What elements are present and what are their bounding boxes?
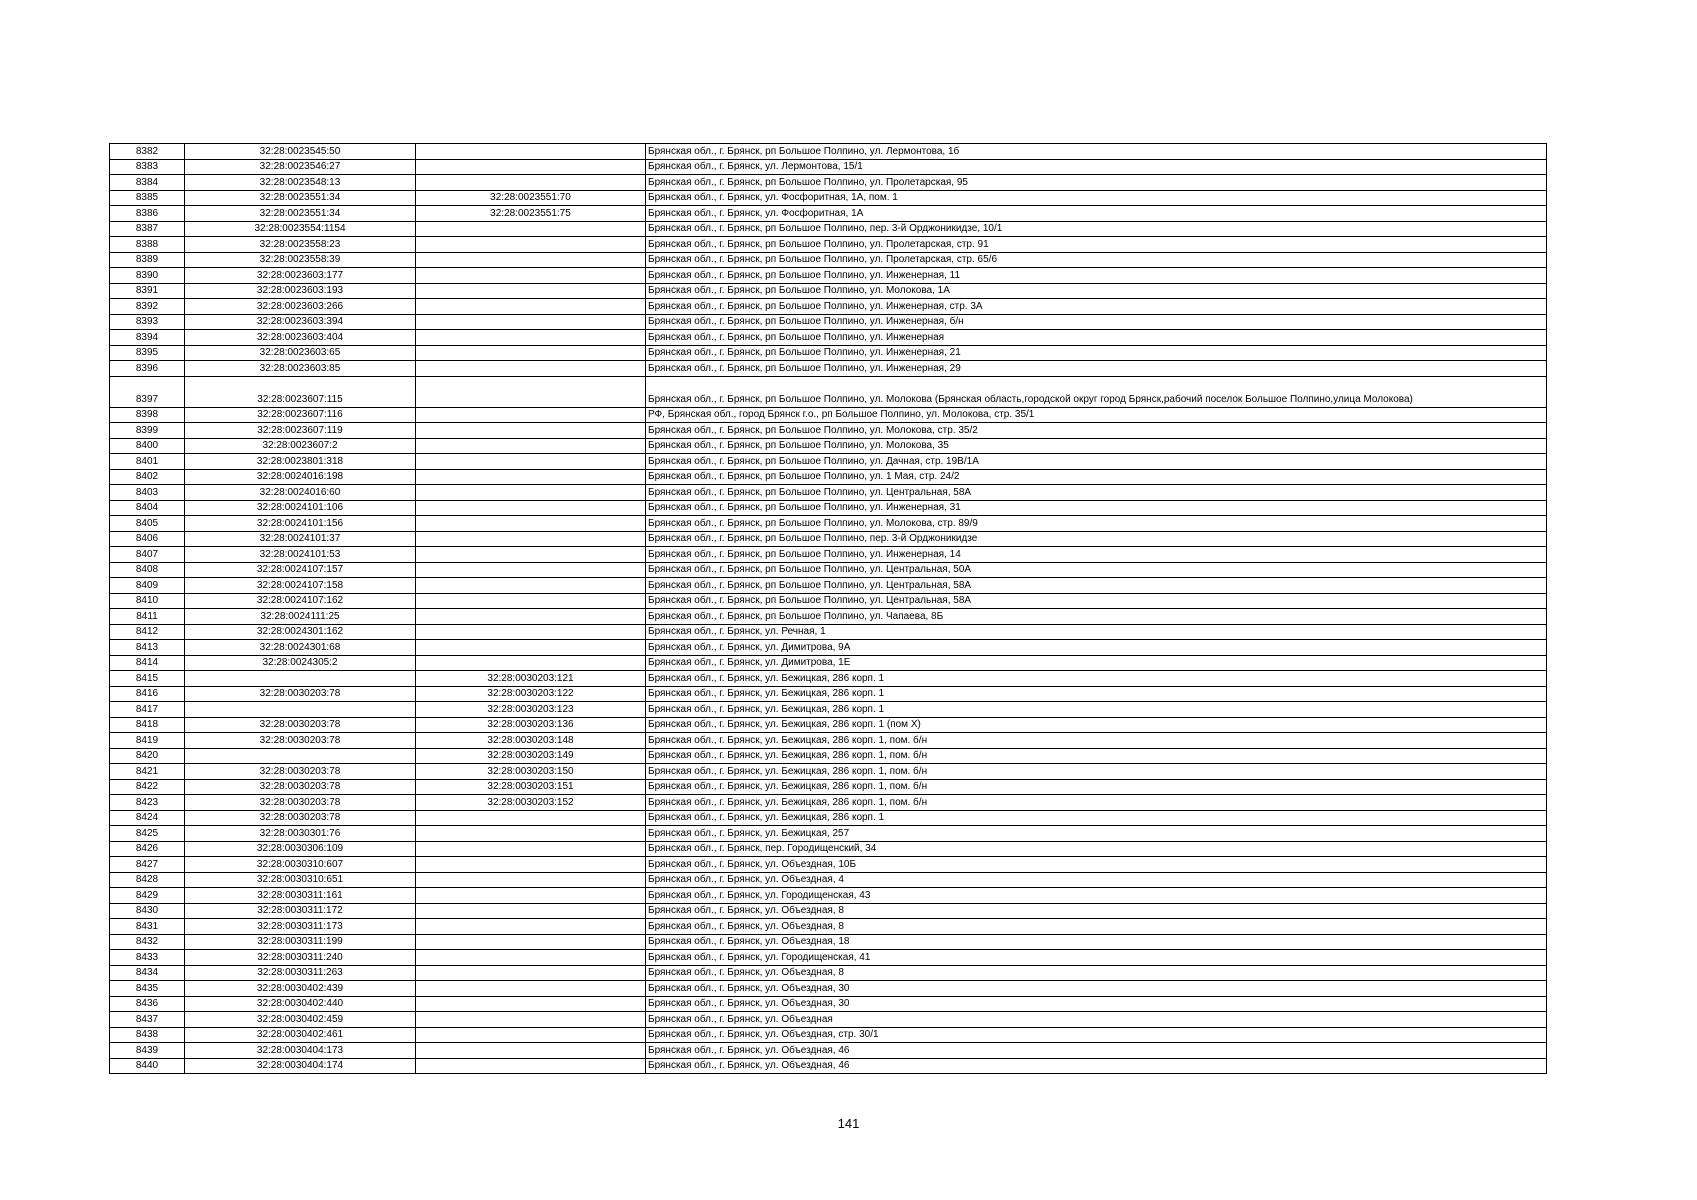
table-row (110, 1027, 1547, 1043)
premises-cadastral-number-cell (416, 888, 646, 904)
cadastral-number-cell: 32:28:0024101:53 (185, 547, 416, 563)
row-number-cell: 8408 (110, 562, 185, 578)
cadastral-number-cell: 32:28:0024016:60 (185, 485, 416, 501)
cadastral-number-cell: 32:28:0023603:85 (185, 361, 416, 377)
table-row (110, 438, 1547, 454)
table-row (110, 764, 1547, 780)
cadastral-number-cell: 32:28:0030310:607 (185, 857, 416, 873)
cadastral-number-cell: 32:28:0030311:263 (185, 965, 416, 981)
table-row (110, 531, 1547, 547)
cadastral-number-cell: 32:28:0024305:2 (185, 655, 416, 671)
table-row (110, 268, 1547, 284)
address-cell: Брянская обл., г. Брянск, рп Большое Полпино, ул. Центральная, 58А (646, 578, 1547, 594)
cadastral-number-cell (185, 748, 416, 764)
row-number-cell: 8425 (110, 826, 185, 842)
premises-cadastral-number-cell (416, 857, 646, 873)
address-cell: Брянская обл., г. Брянск, ул. Бежицкая, 286 корп. 1 (646, 671, 1547, 687)
cadastral-number-cell: 32:28:0024111:25 (185, 609, 416, 625)
table-row (110, 407, 1547, 423)
row-number-cell: 8402 (110, 469, 185, 485)
address-cell: Брянская обл., г. Брянск, рп Большое Полпино, ул. Молокова (Брянская область,городской округ город Брянск,рабочий поселок Большое Полпино,улица Молокова) (646, 376, 1547, 407)
cadastral-number-cell: 32:28:0030306:109 (185, 841, 416, 857)
address-cell: Брянская обл., г. Брянск, ул. Городищенская, 43 (646, 888, 1547, 904)
table-row (110, 1012, 1547, 1028)
row-number-cell: 8412 (110, 624, 185, 640)
address-cell: Брянская обл., г. Брянск, рп Большое Полпино, ул. Пролетарская, стр. 65/6 (646, 252, 1547, 268)
table-row (110, 733, 1547, 749)
premises-cadastral-number-cell (416, 237, 646, 253)
table-row (110, 857, 1547, 873)
address-cell: Брянская обл., г. Брянск, ул. Димитрова, 9А (646, 640, 1547, 656)
cadastral-number-cell (185, 671, 416, 687)
address-cell: Брянская обл., г. Брянск, ул. Объездная, 46 (646, 1043, 1547, 1059)
row-number-cell: 8387 (110, 221, 185, 237)
table-row (110, 624, 1547, 640)
table-row (110, 1058, 1547, 1074)
premises-cadastral-number-cell (416, 345, 646, 361)
premises-cadastral-number-cell (416, 981, 646, 997)
address-cell: Брянская обл., г. Брянск, рп Большое Полпино, ул. Дачная, стр. 19В/1А (646, 454, 1547, 470)
address-cell: Брянская обл., г. Брянск, рп Большое Полпино, ул. Инженерная, 11 (646, 268, 1547, 284)
row-number-cell: 8413 (110, 640, 185, 656)
row-number-cell: 8404 (110, 500, 185, 516)
table-row (110, 190, 1547, 206)
address-cell: Брянская обл., г. Брянск, рп Большое Полпино, ул. Лермонтова, 1б (646, 144, 1547, 160)
address-cell: Брянская обл., г. Брянск, рп Большое Полпино, ул. Молокова, стр. 89/9 (646, 516, 1547, 532)
cadastral-number-cell: 32:28:0030203:78 (185, 717, 416, 733)
cadastral-number-cell: 32:28:0030203:78 (185, 779, 416, 795)
row-number-cell: 8414 (110, 655, 185, 671)
table-row (110, 996, 1547, 1012)
table-row (110, 779, 1547, 795)
cadastral-number-cell: 32:28:0023607:2 (185, 438, 416, 454)
cadastral-number-cell: 32:28:0023548:13 (185, 175, 416, 191)
address-cell: Брянская обл., г. Брянск, рп Большое Полпино, ул. Инженерная (646, 330, 1547, 346)
row-number-cell: 8388 (110, 237, 185, 253)
table-row (110, 702, 1547, 718)
premises-cadastral-number-cell (416, 407, 646, 423)
table-row (110, 500, 1547, 516)
address-cell: Брянская обл., г. Брянск, рп Большое Полпино, ул. Центральная, 58А (646, 485, 1547, 501)
table-row (110, 686, 1547, 702)
row-number-cell: 8436 (110, 996, 185, 1012)
cadastral-number-cell: 32:28:0023554:1154 (185, 221, 416, 237)
cadastral-number-cell: 32:28:0030311:199 (185, 934, 416, 950)
premises-cadastral-number-cell (416, 640, 646, 656)
address-cell: Брянская обл., г. Брянск, ул. Бежицкая, 286 корп. 1, пом. б/н (646, 764, 1547, 780)
row-number-cell: 8415 (110, 671, 185, 687)
address-cell: Брянская обл., г. Брянск, ул. Объездная, 18 (646, 934, 1547, 950)
address-cell: Брянская обл., г. Брянск, рп Большое Полпино, ул. Молокова, стр. 35/2 (646, 423, 1547, 439)
premises-cadastral-number-cell (416, 578, 646, 594)
row-number-cell: 8411 (110, 609, 185, 625)
premises-cadastral-number-cell: 32:28:0023551:70 (416, 190, 646, 206)
cadastral-number-cell: 32:28:0024301:68 (185, 640, 416, 656)
address-cell: Брянская обл., г. Брянск, ул. Объездная, 4 (646, 872, 1547, 888)
premises-cadastral-number-cell: 32:28:0030203:136 (416, 717, 646, 733)
address-cell: Брянская обл., г. Брянск, рп Большое Полпино, ул. Центральная, 58А (646, 593, 1547, 609)
premises-cadastral-number-cell (416, 361, 646, 377)
premises-cadastral-number-cell (416, 423, 646, 439)
row-number-cell: 8431 (110, 919, 185, 935)
cadastral-number-cell: 32:28:0023607:116 (185, 407, 416, 423)
row-number-cell: 8409 (110, 578, 185, 594)
premises-cadastral-number-cell (416, 609, 646, 625)
table-row (110, 965, 1547, 981)
table-row (110, 593, 1547, 609)
table-row (110, 810, 1547, 826)
row-number-cell: 8390 (110, 268, 185, 284)
table-row (110, 159, 1547, 175)
row-number-cell: 8427 (110, 857, 185, 873)
cadastral-number-cell: 32:28:0023558:23 (185, 237, 416, 253)
cadastral-number-cell: 32:28:0030311:240 (185, 950, 416, 966)
cadastral-number-cell: 32:28:0030404:174 (185, 1058, 416, 1074)
address-cell: Брянская обл., г. Брянск, рп Большое Полпино, ул. Пролетарская, 95 (646, 175, 1547, 191)
premises-cadastral-number-cell (416, 283, 646, 299)
row-number-cell: 8384 (110, 175, 185, 191)
address-cell: Брянская обл., г. Брянск, рп Большое Полпино, пер. 3-й Орджоникидзе (646, 531, 1547, 547)
premises-cadastral-number-cell (416, 655, 646, 671)
table-row (110, 671, 1547, 687)
address-cell: Брянская обл., г. Брянск, ул. Бежицкая, 286 корп. 1, пом. б/н (646, 779, 1547, 795)
premises-cadastral-number-cell (416, 547, 646, 563)
row-number-cell: 8386 (110, 206, 185, 222)
cadastral-number-cell: 32:28:0030402:440 (185, 996, 416, 1012)
address-cell: Брянская обл., г. Брянск, ул. Объездная, 30 (646, 981, 1547, 997)
row-number-cell: 8410 (110, 593, 185, 609)
table-row (110, 252, 1547, 268)
cadastral-number-cell: 32:28:0024101:37 (185, 531, 416, 547)
table-row (110, 903, 1547, 919)
table-row (110, 237, 1547, 253)
table-body (110, 144, 1547, 1074)
address-cell: Брянская обл., г. Брянск, ул. Бежицкая, 286 корп. 1 (пом X) (646, 717, 1547, 733)
property-register-table-wrapper (109, 143, 1546, 1074)
row-number-cell: 8400 (110, 438, 185, 454)
address-cell: Брянская обл., г. Брянск, ул. Объездная, 8 (646, 965, 1547, 981)
cadastral-number-cell: 32:28:0024101:156 (185, 516, 416, 532)
premises-cadastral-number-cell (416, 159, 646, 175)
page-number: 141 (837, 1116, 860, 1131)
premises-cadastral-number-cell (416, 934, 646, 950)
row-number-cell: 8440 (110, 1058, 185, 1074)
table-row (110, 547, 1547, 563)
address-cell: Брянская обл., г. Брянск, ул. Бежицкая, 286 корп. 1 (646, 702, 1547, 718)
row-number-cell: 8435 (110, 981, 185, 997)
premises-cadastral-number-cell: 32:28:0030203:121 (416, 671, 646, 687)
address-cell: Брянская обл., г. Брянск, ул. Объездная, стр. 30/1 (646, 1027, 1547, 1043)
cadastral-number-cell: 32:28:0023603:266 (185, 299, 416, 315)
address-cell: РФ, Брянская обл., город Брянск г.о., рп Большое Полпино, ул. Молокова, стр. 35/1 (646, 407, 1547, 423)
address-cell: Брянская обл., г. Брянск, ул. Лермонтова, 15/1 (646, 159, 1547, 175)
row-number-cell: 8399 (110, 423, 185, 439)
row-number-cell: 8424 (110, 810, 185, 826)
premises-cadastral-number-cell (416, 500, 646, 516)
row-number-cell: 8405 (110, 516, 185, 532)
table-row (110, 376, 1547, 407)
address-cell: Брянская обл., г. Брянск, рп Большое Полпино, ул. Чапаева, 8Б (646, 609, 1547, 625)
table-row (110, 361, 1547, 377)
address-cell: Брянская обл., г. Брянск, ул. Объездная, 30 (646, 996, 1547, 1012)
address-cell: Брянская обл., г. Брянск, ул. Бежицкая, 286 корп. 1, пом. б/н (646, 795, 1547, 811)
table-row (110, 578, 1547, 594)
row-number-cell: 8393 (110, 314, 185, 330)
cadastral-number-cell: 32:28:0030203:78 (185, 795, 416, 811)
cadastral-number-cell: 32:28:0030311:172 (185, 903, 416, 919)
table-row (110, 795, 1547, 811)
cadastral-number-cell: 32:28:0030203:78 (185, 764, 416, 780)
address-cell: Брянская обл., г. Брянск, рп Большое Полпино, ул. Молокова, 1А (646, 283, 1547, 299)
row-number-cell: 8418 (110, 717, 185, 733)
table-row (110, 283, 1547, 299)
row-number-cell: 8391 (110, 283, 185, 299)
premises-cadastral-number-cell (416, 1058, 646, 1074)
cadastral-number-cell: 32:28:0030301:76 (185, 826, 416, 842)
cadastral-number-cell: 32:28:0023603:177 (185, 268, 416, 284)
table-row (110, 609, 1547, 625)
address-cell: Брянская обл., г. Брянск, ул. Бежицкая, 286 корп. 1, пом. б/н (646, 733, 1547, 749)
address-cell: Брянская обл., г. Брянск, рп Большое Полпино, ул. Инженерная, б/н (646, 314, 1547, 330)
row-number-cell: 8429 (110, 888, 185, 904)
property-register-table (109, 143, 1547, 1074)
row-number-cell: 8383 (110, 159, 185, 175)
cadastral-number-cell: 32:28:0023551:34 (185, 206, 416, 222)
row-number-cell: 8437 (110, 1012, 185, 1028)
address-cell: Брянская обл., г. Брянск, рп Большое Полпино, пер. 3-й Орджоникидзе, 10/1 (646, 221, 1547, 237)
row-number-cell: 8420 (110, 748, 185, 764)
address-cell: Брянская обл., г. Брянск, ул. Фосфоритная, 1А (646, 206, 1547, 222)
address-cell: Брянская обл., г. Брянск, ул. Бежицкая, 257 (646, 826, 1547, 842)
cadastral-number-cell: 32:28:0024101:106 (185, 500, 416, 516)
premises-cadastral-number-cell (416, 996, 646, 1012)
cadastral-number-cell: 32:28:0023603:394 (185, 314, 416, 330)
premises-cadastral-number-cell (416, 593, 646, 609)
table-row (110, 655, 1547, 671)
table-row (110, 888, 1547, 904)
address-cell: Брянская обл., г. Брянск, ул. Объездная, 8 (646, 903, 1547, 919)
address-cell: Брянская обл., г. Брянск, рп Большое Полпино, ул. Молокова, 35 (646, 438, 1547, 454)
premises-cadastral-number-cell (416, 903, 646, 919)
premises-cadastral-number-cell: 32:28:0030203:122 (416, 686, 646, 702)
cadastral-number-cell: 32:28:0030402:461 (185, 1027, 416, 1043)
table-row (110, 485, 1547, 501)
row-number-cell: 8396 (110, 361, 185, 377)
row-number-cell: 8403 (110, 485, 185, 501)
row-number-cell: 8434 (110, 965, 185, 981)
row-number-cell: 8385 (110, 190, 185, 206)
row-number-cell: 8382 (110, 144, 185, 160)
premises-cadastral-number-cell (416, 299, 646, 315)
cadastral-number-cell: 32:28:0030311:173 (185, 919, 416, 935)
premises-cadastral-number-cell (416, 144, 646, 160)
address-cell: Брянская обл., г. Брянск, ул. Объездная, 8 (646, 919, 1547, 935)
premises-cadastral-number-cell (416, 252, 646, 268)
premises-cadastral-number-cell (416, 1043, 646, 1059)
row-number-cell: 8423 (110, 795, 185, 811)
address-cell: Брянская обл., г. Брянск, ул. Объездная, 10Б (646, 857, 1547, 873)
cadastral-number-cell: 32:28:0030311:161 (185, 888, 416, 904)
cadastral-number-cell: 32:28:0023607:119 (185, 423, 416, 439)
premises-cadastral-number-cell: 32:28:0030203:123 (416, 702, 646, 718)
table-row (110, 934, 1547, 950)
table-row (110, 872, 1547, 888)
address-cell: Брянская обл., г. Брянск, рп Большое Полпино, ул. Инженерная, 14 (646, 547, 1547, 563)
cadastral-number-cell: 32:28:0023551:34 (185, 190, 416, 206)
cadastral-number-cell: 32:28:0030404:173 (185, 1043, 416, 1059)
premises-cadastral-number-cell (416, 841, 646, 857)
premises-cadastral-number-cell (416, 175, 646, 191)
row-number-cell: 8406 (110, 531, 185, 547)
premises-cadastral-number-cell (416, 919, 646, 935)
table-row (110, 314, 1547, 330)
address-cell: Брянская обл., г. Брянск, ул. Объездная (646, 1012, 1547, 1028)
address-cell: Брянская обл., г. Брянск, ул. Бежицкая, 286 корп. 1 (646, 686, 1547, 702)
address-cell: Брянская обл., г. Брянск, рп Большое Полпино, ул. Инженерная, стр. 3А (646, 299, 1547, 315)
cadastral-number-cell: 32:28:0023545:50 (185, 144, 416, 160)
premises-cadastral-number-cell (416, 950, 646, 966)
address-cell: Брянская обл., г. Брянск, ул. Фосфоритная, 1А, пом. 1 (646, 190, 1547, 206)
cadastral-number-cell (185, 702, 416, 718)
table-row (110, 1043, 1547, 1059)
cadastral-number-cell: 32:28:0030203:78 (185, 686, 416, 702)
address-cell: Брянская обл., г. Брянск, ул. Городищенская, 41 (646, 950, 1547, 966)
premises-cadastral-number-cell (416, 516, 646, 532)
table-row (110, 454, 1547, 470)
cadastral-number-cell: 32:28:0030402:439 (185, 981, 416, 997)
cadastral-number-cell: 32:28:0030310:651 (185, 872, 416, 888)
premises-cadastral-number-cell: 32:28:0030203:149 (416, 748, 646, 764)
row-number-cell: 8426 (110, 841, 185, 857)
table-row (110, 221, 1547, 237)
premises-cadastral-number-cell (416, 1012, 646, 1028)
cadastral-number-cell: 32:28:0024301:162 (185, 624, 416, 640)
address-cell: Брянская обл., г. Брянск, рп Большое Полпино, ул. Инженерная, 29 (646, 361, 1547, 377)
row-number-cell: 8433 (110, 950, 185, 966)
row-number-cell: 8401 (110, 454, 185, 470)
premises-cadastral-number-cell (416, 872, 646, 888)
cadastral-number-cell: 32:28:0024107:157 (185, 562, 416, 578)
premises-cadastral-number-cell (416, 454, 646, 470)
table-row (110, 299, 1547, 315)
table-row (110, 826, 1547, 842)
row-number-cell: 8430 (110, 903, 185, 919)
row-number-cell: 8428 (110, 872, 185, 888)
premises-cadastral-number-cell (416, 221, 646, 237)
cadastral-number-cell: 32:28:0030402:459 (185, 1012, 416, 1028)
premises-cadastral-number-cell (416, 485, 646, 501)
address-cell: Брянская обл., г. Брянск, ул. Димитрова, 1Е (646, 655, 1547, 671)
table-row (110, 981, 1547, 997)
table-row (110, 950, 1547, 966)
address-cell: Брянская обл., г. Брянск, рп Большое Полпино, ул. Пролетарская, стр. 91 (646, 237, 1547, 253)
row-number-cell: 8392 (110, 299, 185, 315)
cadastral-number-cell: 32:28:0023801:318 (185, 454, 416, 470)
cadastral-number-cell: 32:28:0024107:158 (185, 578, 416, 594)
premises-cadastral-number-cell: 32:28:0023551:75 (416, 206, 646, 222)
table-row (110, 841, 1547, 857)
table-row (110, 423, 1547, 439)
address-cell: Брянская обл., г. Брянск, пер. Городищенский, 34 (646, 841, 1547, 857)
table-row (110, 919, 1547, 935)
cadastral-number-cell: 32:28:0023607:115 (185, 376, 416, 407)
premises-cadastral-number-cell (416, 314, 646, 330)
cadastral-number-cell: 32:28:0030203:78 (185, 810, 416, 826)
table-row (110, 562, 1547, 578)
table-row (110, 717, 1547, 733)
row-number-cell: 8398 (110, 407, 185, 423)
premises-cadastral-number-cell (416, 469, 646, 485)
row-number-cell: 8422 (110, 779, 185, 795)
premises-cadastral-number-cell (416, 965, 646, 981)
premises-cadastral-number-cell: 32:28:0030203:152 (416, 795, 646, 811)
address-cell: Брянская обл., г. Брянск, рп Большое Полпино, ул. Инженерная, 31 (646, 500, 1547, 516)
cadastral-number-cell: 32:28:0023546:27 (185, 159, 416, 175)
address-cell: Брянская обл., г. Брянск, ул. Речная, 1 (646, 624, 1547, 640)
row-number-cell: 8395 (110, 345, 185, 361)
cadastral-number-cell: 32:28:0023603:65 (185, 345, 416, 361)
address-cell: Брянская обл., г. Брянск, рп Большое Полпино, ул. Центральная, 50А (646, 562, 1547, 578)
cadastral-number-cell: 32:28:0024107:162 (185, 593, 416, 609)
premises-cadastral-number-cell (416, 1027, 646, 1043)
premises-cadastral-number-cell (416, 810, 646, 826)
premises-cadastral-number-cell (416, 562, 646, 578)
table-row (110, 330, 1547, 346)
cadastral-number-cell: 32:28:0023558:39 (185, 252, 416, 268)
row-number-cell: 8432 (110, 934, 185, 950)
row-number-cell: 8407 (110, 547, 185, 563)
table-row (110, 748, 1547, 764)
cadastral-number-cell: 32:28:0023603:404 (185, 330, 416, 346)
cadastral-number-cell: 32:28:0024016:198 (185, 469, 416, 485)
address-cell: Брянская обл., г. Брянск, рп Большое Полпино, ул. 1 Мая, стр. 24/2 (646, 469, 1547, 485)
row-number-cell: 8394 (110, 330, 185, 346)
table-row (110, 516, 1547, 532)
table-row (110, 345, 1547, 361)
row-number-cell: 8421 (110, 764, 185, 780)
table-row (110, 469, 1547, 485)
row-number-cell: 8439 (110, 1043, 185, 1059)
premises-cadastral-number-cell (416, 531, 646, 547)
address-cell: Брянская обл., г. Брянск, рп Большое Полпино, ул. Инженерная, 21 (646, 345, 1547, 361)
row-number-cell: 8389 (110, 252, 185, 268)
row-number-cell: 8438 (110, 1027, 185, 1043)
table-row (110, 144, 1547, 160)
table-row (110, 640, 1547, 656)
premises-cadastral-number-cell (416, 826, 646, 842)
row-number-cell: 8417 (110, 702, 185, 718)
premises-cadastral-number-cell (416, 330, 646, 346)
premises-cadastral-number-cell (416, 624, 646, 640)
premises-cadastral-number-cell: 32:28:0030203:150 (416, 764, 646, 780)
premises-cadastral-number-cell: 32:28:0030203:148 (416, 733, 646, 749)
address-cell: Брянская обл., г. Брянск, ул. Объездная, 46 (646, 1058, 1547, 1074)
premises-cadastral-number-cell (416, 438, 646, 454)
address-cell: Брянская обл., г. Брянск, ул. Бежицкая, 286 корп. 1, пом. б/н (646, 748, 1547, 764)
table-row (110, 206, 1547, 222)
premises-cadastral-number-cell (416, 268, 646, 284)
row-number-cell: 8419 (110, 733, 185, 749)
premises-cadastral-number-cell (416, 376, 646, 407)
address-cell: Брянская обл., г. Брянск, ул. Бежицкая, 286 корп. 1 (646, 810, 1547, 826)
cadastral-number-cell: 32:28:0030203:78 (185, 733, 416, 749)
cadastral-number-cell: 32:28:0023603:193 (185, 283, 416, 299)
table-row (110, 175, 1547, 191)
premises-cadastral-number-cell: 32:28:0030203:151 (416, 779, 646, 795)
row-number-cell: 8416 (110, 686, 185, 702)
row-number-cell: 8397 (110, 376, 185, 407)
